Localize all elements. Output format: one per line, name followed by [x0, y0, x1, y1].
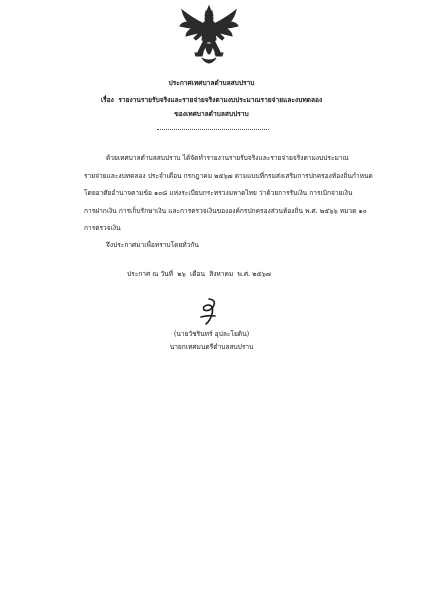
announcement-date [127, 270, 271, 279]
body-line: ด้วยเทศบาลตำบลสบปราบ ได้จัดทำรายงานรายรับจริงและรายจ่ายจริงตามงบประมาณ [106, 154, 349, 162]
closing-statement: จึงประกาศมาเพื่อทราบโดยทั่วกัน [106, 241, 199, 249]
body-line: การฝากเงิน การเก็บรักษาเงิน และการตรวจเงินขององค์กรปกครองส่วนท้องถิ่น พ.ศ. ๒๕๖๖ หมวด ๑๐ [84, 206, 367, 215]
date-prefix: ประกาศ ณ วันที่ [127, 270, 174, 278]
date-year-label: พ.ศ. [237, 270, 251, 278]
body-line: การตรวจเงิน [84, 224, 121, 233]
signatory-position: นายกเทศมนตรีตำบลสบปราบ [169, 343, 254, 351]
subject-label: เรื่อง [100, 96, 114, 104]
date-month: สิงหาคม [209, 270, 234, 278]
date-year: ๒๕๖๗ [252, 270, 271, 278]
body-line: โดยอาศัยอำนาจตามข้อ ๑๐๘ แห่งระเบียบกระทรวงมหาดไทย ว่าด้วยการรับเงิน การเบิกจ่ายเงิน [84, 189, 353, 198]
subject-text: รายงานรายรับจริงและรายจ่ายจริงตามงบประมาณรายจ่ายและงบทดลอง [118, 96, 323, 104]
date-day: ๒๖ [177, 270, 186, 278]
body-line: รายจ่ายและงบทดลอง ประจำเดือน กรกฎาคม ๒๕๖๗ ตามแบบที่กรมส่งเสริมการปกครองท้องถิ่นกำหนด [84, 171, 373, 180]
subject-line [0, 96, 423, 105]
date-month-label: เดือน [189, 270, 205, 278]
body-paragraph [84, 154, 373, 242]
issuer-title: ประกาศเทศบาลตำบลสบปราบ [168, 79, 255, 87]
signature-mark [190, 296, 224, 326]
signatory-name: (นายวัชรินทร์ อุปละโยดิน) [173, 330, 250, 338]
garuda-emblem-icon [178, 4, 240, 68]
title-divider [157, 129, 269, 130]
subject-continuation: ของเทศบาลตำบลสบปราบ [174, 110, 249, 118]
